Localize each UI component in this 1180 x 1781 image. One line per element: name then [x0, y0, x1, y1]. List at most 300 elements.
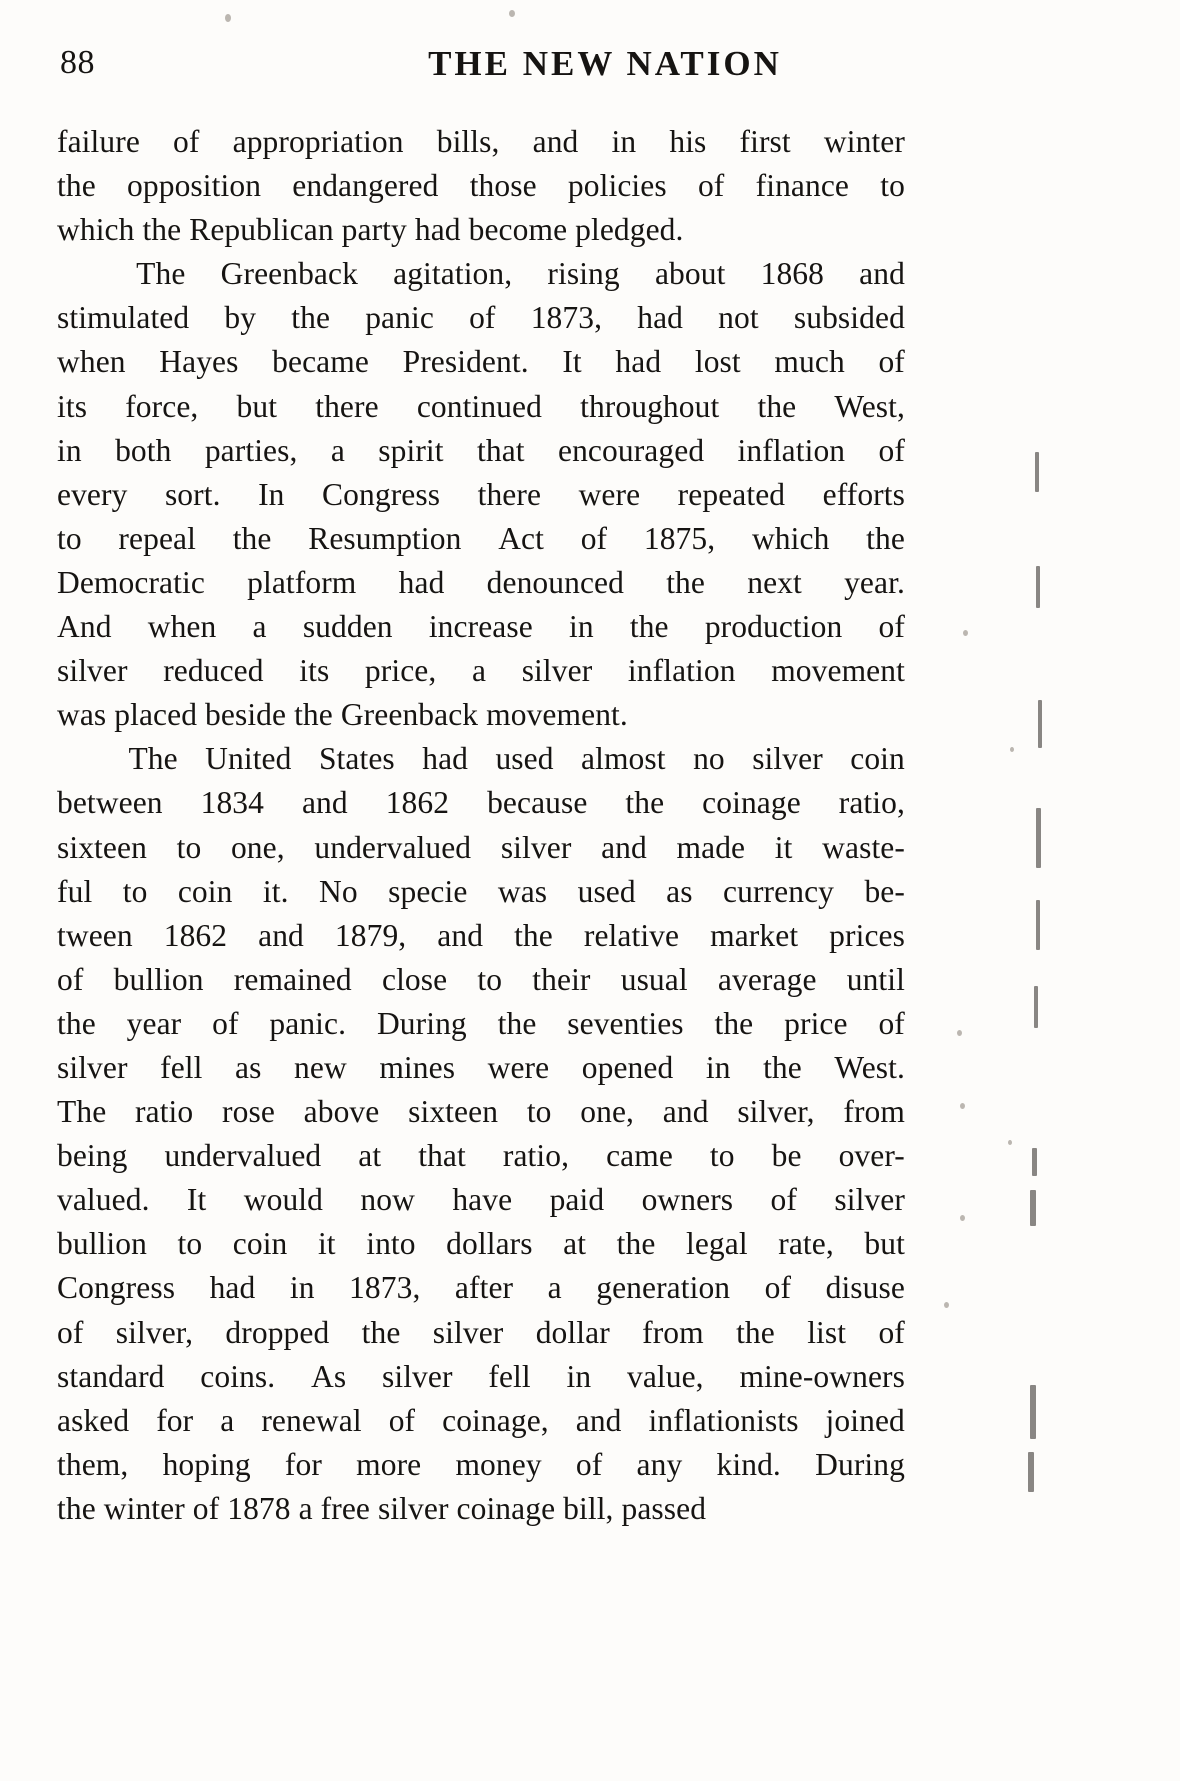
- scan-edge-mark: [1030, 1385, 1036, 1439]
- word: silver,: [115, 1314, 194, 1350]
- word: to: [709, 1138, 735, 1174]
- word: of: [770, 1182, 797, 1218]
- word: the: [497, 1005, 537, 1041]
- word: and: [662, 1094, 709, 1130]
- word: repeated: [677, 476, 786, 512]
- word: denounced: [486, 564, 624, 600]
- word: As: [311, 1358, 347, 1394]
- word: panic.: [269, 1005, 347, 1041]
- word: generation: [596, 1270, 731, 1306]
- word: the: [291, 300, 331, 336]
- text-line: [57, 693, 905, 737]
- word: made: [676, 829, 746, 865]
- word: and: [532, 124, 579, 159]
- word: In: [258, 476, 285, 512]
- word: The: [57, 1094, 107, 1130]
- page-body: [57, 120, 905, 1531]
- word: It: [562, 344, 582, 380]
- word: appropriation: [232, 124, 404, 159]
- word: those: [469, 168, 537, 204]
- word: it: [774, 829, 793, 865]
- word: force,: [125, 388, 199, 424]
- scan-speck: [960, 1103, 965, 1109]
- word: rose: [222, 1094, 275, 1130]
- text-line: [57, 120, 905, 164]
- word: be-: [864, 873, 905, 909]
- word: in: [57, 432, 82, 468]
- word: currency: [723, 873, 835, 909]
- word: stimulated: [57, 300, 190, 336]
- word: Democratic: [57, 564, 205, 600]
- word: from: [642, 1314, 704, 1350]
- word: kind.: [716, 1446, 781, 1482]
- word: failure: [57, 124, 140, 159]
- word: undervalued: [314, 829, 472, 865]
- word: bullion: [113, 961, 204, 997]
- word: became: [272, 344, 369, 380]
- word: and: [601, 829, 647, 865]
- word: to: [880, 168, 905, 204]
- word: platform: [247, 564, 357, 600]
- word: came: [606, 1138, 673, 1174]
- text-line: [57, 1266, 905, 1310]
- text-line: [57, 252, 905, 296]
- text-line: [57, 296, 905, 340]
- scan-speck: [509, 10, 515, 17]
- line-text: the winter of 1878 a free silver coinage bill, passed: [57, 1490, 707, 1526]
- word: in: [568, 609, 594, 645]
- page-header: [60, 44, 1120, 90]
- word: parties,: [204, 432, 298, 468]
- word: the: [866, 520, 905, 556]
- word: between: [57, 785, 163, 821]
- word: because: [487, 785, 588, 821]
- word: United: [205, 741, 292, 777]
- word: average: [717, 961, 817, 997]
- text-line: [57, 473, 905, 517]
- text-line: [57, 914, 905, 958]
- text-line: [57, 164, 905, 208]
- paragraph-indent: [57, 252, 101, 296]
- word: of: [580, 520, 608, 556]
- word: During: [376, 1005, 467, 1041]
- word: at: [358, 1138, 382, 1174]
- word: a: [330, 432, 345, 468]
- word: into: [366, 1226, 416, 1262]
- word: to: [122, 873, 148, 909]
- word: to: [477, 961, 503, 997]
- text-line: [57, 781, 905, 825]
- word: in: [566, 1358, 592, 1394]
- word: were: [578, 476, 641, 512]
- word: every: [57, 476, 128, 512]
- word: West.: [834, 1049, 905, 1085]
- text-line: [57, 1222, 905, 1266]
- word: and: [301, 785, 348, 821]
- scan-speck: [957, 1030, 962, 1036]
- word: the: [232, 520, 272, 556]
- word: would: [243, 1182, 323, 1218]
- text-line: [57, 385, 905, 429]
- word: not: [718, 300, 759, 336]
- word: undervalued: [164, 1138, 322, 1174]
- word: the: [361, 1314, 401, 1350]
- word: finance: [755, 168, 850, 204]
- word: standard: [57, 1358, 165, 1394]
- word: that: [477, 432, 525, 468]
- word: hoping: [162, 1446, 251, 1482]
- word: any: [636, 1446, 683, 1482]
- word: have: [452, 1182, 513, 1218]
- scan-edge-mark: [1030, 1190, 1036, 1226]
- word: in: [611, 124, 637, 159]
- line-text: was placed beside the Greenback movement.: [57, 697, 628, 733]
- word: and: [859, 256, 905, 292]
- word: to: [57, 520, 82, 556]
- word: silver: [500, 829, 572, 865]
- text-line: [57, 1443, 905, 1487]
- word: the: [57, 1005, 96, 1041]
- word: usual: [620, 961, 688, 997]
- word: his: [669, 124, 707, 159]
- word: list: [807, 1314, 847, 1350]
- text-line: [57, 1178, 905, 1222]
- scan-edge-mark: [1036, 900, 1040, 950]
- scan-edge-mark: [1035, 452, 1039, 492]
- word: it: [317, 1226, 336, 1262]
- word: silver,: [737, 1094, 815, 1130]
- word: used: [577, 873, 636, 909]
- word: about: [654, 256, 726, 292]
- word: but: [864, 1226, 905, 1262]
- word: owners: [641, 1182, 734, 1218]
- word: Congress: [57, 1270, 176, 1306]
- word: a: [547, 1270, 562, 1306]
- word: the: [514, 917, 553, 953]
- word: throughout: [580, 388, 720, 424]
- scan-edge-mark: [1036, 566, 1040, 608]
- word: had: [637, 300, 683, 336]
- word: coin: [850, 741, 905, 777]
- word: value,: [626, 1358, 704, 1394]
- word: as: [235, 1049, 262, 1085]
- word: a: [252, 609, 267, 645]
- word: year: [126, 1005, 182, 1041]
- word: a: [220, 1402, 235, 1438]
- scan-edge-mark: [1034, 986, 1038, 1028]
- word: of: [173, 124, 200, 159]
- paragraph-indent: [57, 737, 101, 781]
- word: ratio,: [838, 785, 905, 821]
- word: relative: [583, 917, 680, 953]
- word: opposition: [127, 168, 262, 204]
- word: of: [697, 168, 725, 204]
- word: coin: [232, 1226, 288, 1262]
- text-line: [57, 958, 905, 1002]
- word: year.: [844, 564, 905, 600]
- word: coin: [177, 873, 233, 909]
- word: increase: [428, 609, 533, 645]
- word: legal: [685, 1226, 748, 1262]
- text-line: [57, 826, 905, 870]
- word: repeal: [118, 520, 196, 556]
- word: silver: [57, 653, 128, 689]
- word: that: [418, 1138, 466, 1174]
- line-text: which the Republican party had become pledged.: [57, 212, 684, 248]
- word: of: [575, 1446, 603, 1482]
- word: from: [843, 1094, 905, 1130]
- word: of: [878, 344, 905, 380]
- word: them,: [57, 1446, 129, 1482]
- word: used: [495, 741, 554, 777]
- word: to: [176, 829, 202, 865]
- word: the: [714, 1005, 754, 1041]
- word: No: [319, 873, 358, 909]
- word: being: [57, 1138, 128, 1174]
- text-line: [57, 1355, 905, 1399]
- word: And: [57, 609, 112, 645]
- word: Act: [498, 520, 544, 556]
- word: efforts: [822, 476, 905, 512]
- scan-speck: [960, 1215, 965, 1221]
- word: mine-owners: [739, 1358, 905, 1394]
- word: the: [757, 388, 797, 424]
- word: fell: [488, 1358, 531, 1394]
- text-line: [57, 1090, 905, 1134]
- word: of: [764, 1270, 792, 1306]
- word: had: [422, 741, 468, 777]
- text-line: [57, 517, 905, 561]
- word: money: [455, 1446, 542, 1482]
- text-line: [57, 605, 905, 649]
- word: its: [299, 653, 330, 689]
- word: specie: [388, 873, 468, 909]
- word: It: [186, 1182, 207, 1218]
- word: for: [284, 1446, 322, 1482]
- word: Greenback: [220, 256, 358, 292]
- word: price: [784, 1005, 848, 1041]
- word: of: [878, 432, 905, 468]
- word: Congress: [322, 476, 441, 512]
- word: movement: [771, 653, 905, 689]
- word: more: [356, 1446, 422, 1482]
- word: the: [666, 564, 705, 600]
- scan-edge-mark: [1032, 1148, 1037, 1176]
- word: the: [736, 1314, 775, 1350]
- word: by: [224, 300, 257, 336]
- word: paid: [549, 1182, 605, 1218]
- word: of: [469, 300, 496, 336]
- text-line: [57, 649, 905, 693]
- word: sixteen: [57, 829, 147, 865]
- text-line: [57, 1487, 905, 1531]
- text-line: [57, 737, 905, 781]
- word: were: [487, 1049, 550, 1085]
- word: the: [616, 1226, 656, 1262]
- word: of: [212, 1005, 239, 1041]
- word: dollars: [446, 1226, 533, 1262]
- word: to: [177, 1226, 203, 1262]
- word: waste-: [822, 829, 905, 865]
- word: one,: [580, 1094, 635, 1130]
- word: ratio: [135, 1094, 194, 1130]
- word: next: [747, 564, 802, 600]
- scan-speck: [944, 1302, 949, 1308]
- word: silver: [57, 1049, 128, 1085]
- word: silver: [834, 1182, 905, 1218]
- word: valued.: [57, 1182, 150, 1218]
- word: tween: [57, 917, 133, 953]
- word: 1873,: [530, 300, 603, 336]
- scan-speck: [1010, 747, 1014, 752]
- word: and: [258, 917, 304, 953]
- word: but: [236, 388, 278, 424]
- word: the: [57, 168, 96, 204]
- word: coins.: [200, 1358, 276, 1394]
- word: inflation: [737, 432, 846, 468]
- word: Hayes: [159, 344, 239, 380]
- running-title: THE NEW NATION: [428, 44, 782, 83]
- word: policies: [567, 168, 667, 204]
- word: coinage: [702, 785, 801, 821]
- word: dollar: [535, 1314, 610, 1350]
- word: asked: [57, 1402, 130, 1438]
- word: in: [705, 1049, 731, 1085]
- word: West,: [834, 388, 905, 424]
- word: bullion: [57, 1226, 147, 1262]
- text-line: [57, 1046, 905, 1090]
- scan-edge-mark: [1028, 1452, 1034, 1492]
- word: there: [315, 388, 379, 424]
- word: which: [751, 520, 830, 556]
- word: The: [136, 256, 186, 292]
- word: joined: [825, 1402, 905, 1438]
- word: at: [563, 1226, 587, 1262]
- word: 1862: [385, 785, 450, 821]
- word: rising: [547, 256, 620, 292]
- word: spirit: [378, 432, 444, 468]
- word: the: [625, 785, 665, 821]
- word: had: [209, 1270, 256, 1306]
- word: inflationists: [648, 1402, 799, 1438]
- word: opened: [581, 1049, 674, 1085]
- word: of: [878, 609, 905, 645]
- word: one,: [230, 829, 285, 865]
- text-line: [57, 1311, 905, 1355]
- word: its: [57, 388, 88, 424]
- word: 1868: [760, 256, 824, 292]
- word: silver: [382, 1358, 453, 1394]
- text-line: [57, 1399, 905, 1443]
- scan-edge-mark: [1038, 700, 1042, 748]
- scan-speck: [963, 630, 968, 636]
- scan-edge-mark: [1036, 808, 1041, 868]
- word: the: [763, 1049, 802, 1085]
- word: During: [815, 1446, 905, 1482]
- word: President.: [402, 344, 529, 380]
- word: reduced: [163, 653, 264, 689]
- word: it.: [262, 873, 289, 909]
- word: 1875,: [643, 520, 716, 556]
- word: had: [398, 564, 445, 600]
- word: seventies: [567, 1005, 684, 1041]
- word: sixteen: [408, 1094, 499, 1130]
- word: endangered: [292, 168, 439, 204]
- word: silver: [521, 653, 593, 689]
- word: coinage,: [442, 1402, 549, 1438]
- word: agitation,: [393, 256, 513, 292]
- word: The: [128, 741, 178, 777]
- word: ful: [57, 873, 93, 909]
- word: encouraged: [558, 432, 705, 468]
- word: prices: [829, 917, 905, 953]
- word: of: [57, 1314, 84, 1350]
- word: as: [666, 873, 693, 909]
- word: disuse: [825, 1270, 905, 1306]
- word: over-: [838, 1138, 905, 1174]
- scan-speck: [225, 14, 231, 22]
- word: silver: [432, 1314, 504, 1350]
- text-line: [57, 1134, 905, 1178]
- word: rate,: [778, 1226, 834, 1262]
- word: their: [532, 961, 591, 997]
- word: of: [878, 1005, 905, 1041]
- word: winter: [823, 124, 905, 159]
- word: had: [615, 344, 662, 380]
- word: mines: [379, 1049, 456, 1085]
- word: both: [115, 432, 172, 468]
- word: new: [294, 1049, 347, 1085]
- word: almost: [581, 741, 666, 777]
- word: lost: [694, 344, 741, 380]
- word: until: [846, 961, 905, 997]
- word: States: [318, 741, 395, 777]
- word: silver: [752, 741, 823, 777]
- word: now: [360, 1182, 415, 1218]
- word: fell: [160, 1049, 203, 1085]
- word: there: [477, 476, 542, 512]
- word: price,: [364, 653, 437, 689]
- word: for: [156, 1402, 194, 1438]
- word: 1879,: [334, 917, 407, 953]
- word: ratio,: [502, 1138, 570, 1174]
- word: sort.: [164, 476, 221, 512]
- word: 1873,: [349, 1270, 421, 1306]
- word: dropped: [225, 1314, 330, 1350]
- word: bills,: [436, 124, 500, 159]
- word: above: [303, 1094, 380, 1130]
- word: continued: [416, 388, 542, 424]
- word: and: [437, 917, 484, 953]
- text-line: [57, 429, 905, 473]
- word: to: [526, 1094, 552, 1130]
- word: after: [454, 1270, 514, 1306]
- text-line: [57, 870, 905, 914]
- word: the: [629, 609, 669, 645]
- word: be: [771, 1138, 802, 1174]
- word: when: [147, 609, 217, 645]
- word: of: [57, 961, 84, 997]
- word: inflation: [627, 653, 736, 689]
- word: market: [710, 917, 799, 953]
- text-line: [57, 208, 905, 252]
- word: of: [878, 1314, 905, 1350]
- text-line: [57, 340, 905, 384]
- word: much: [774, 344, 845, 380]
- word: production: [704, 609, 843, 645]
- word: Resumption: [308, 520, 462, 556]
- text-line: [57, 1002, 905, 1046]
